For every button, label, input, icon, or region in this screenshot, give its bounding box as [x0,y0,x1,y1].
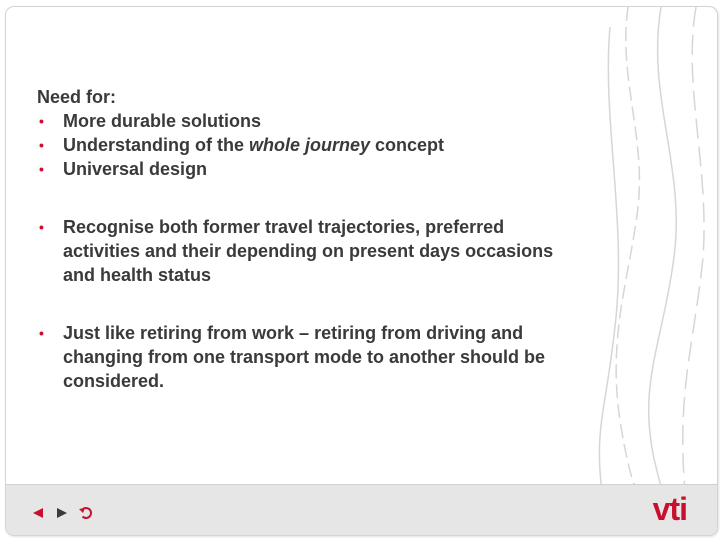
bullet-line: and health status [63,265,212,285]
bullet-icon: • [39,137,44,153]
heading: Need for: [37,87,117,107]
bullet-text-after: concept [370,135,445,155]
bullet-list-needs [37,109,637,181]
bullet-icon: • [39,325,44,341]
slide [5,6,718,536]
bullet-icon: • [39,161,44,177]
previous-icon[interactable] [30,505,46,521]
bullet-item [37,133,637,157]
bullet-line: changing from one transport mode to another should be [63,347,546,367]
bullet-item [37,109,637,133]
bullet-line: Just like retiring from work – retiring from driving and [63,323,524,343]
bullet-item [37,157,637,181]
slide-body [37,85,637,393]
vti-logo: vti [652,491,687,527]
bullet-line: Recognise both former travel trajectories, preferred [63,217,505,237]
bullet-icon: • [39,219,44,235]
bullet-text-emphasis: whole journey [249,135,371,155]
bullet-icon: • [39,113,44,129]
bullet-item [37,215,637,287]
bullet-text-before: Understanding of the [63,135,249,155]
bullet-line: activities and their depending on present days occasions [63,241,554,261]
bullet-list-retiring [37,321,637,393]
bullet-line: considered. [63,371,165,391]
bullet-item [37,321,637,393]
bullet-text: Universal design [63,159,208,179]
bullet-list-recognise [37,215,637,287]
slide-footer [6,484,717,535]
return-icon[interactable] [78,505,94,521]
next-icon[interactable] [54,505,70,521]
slide-navigation [30,503,94,523]
bullet-text: More durable solutions [63,111,262,131]
